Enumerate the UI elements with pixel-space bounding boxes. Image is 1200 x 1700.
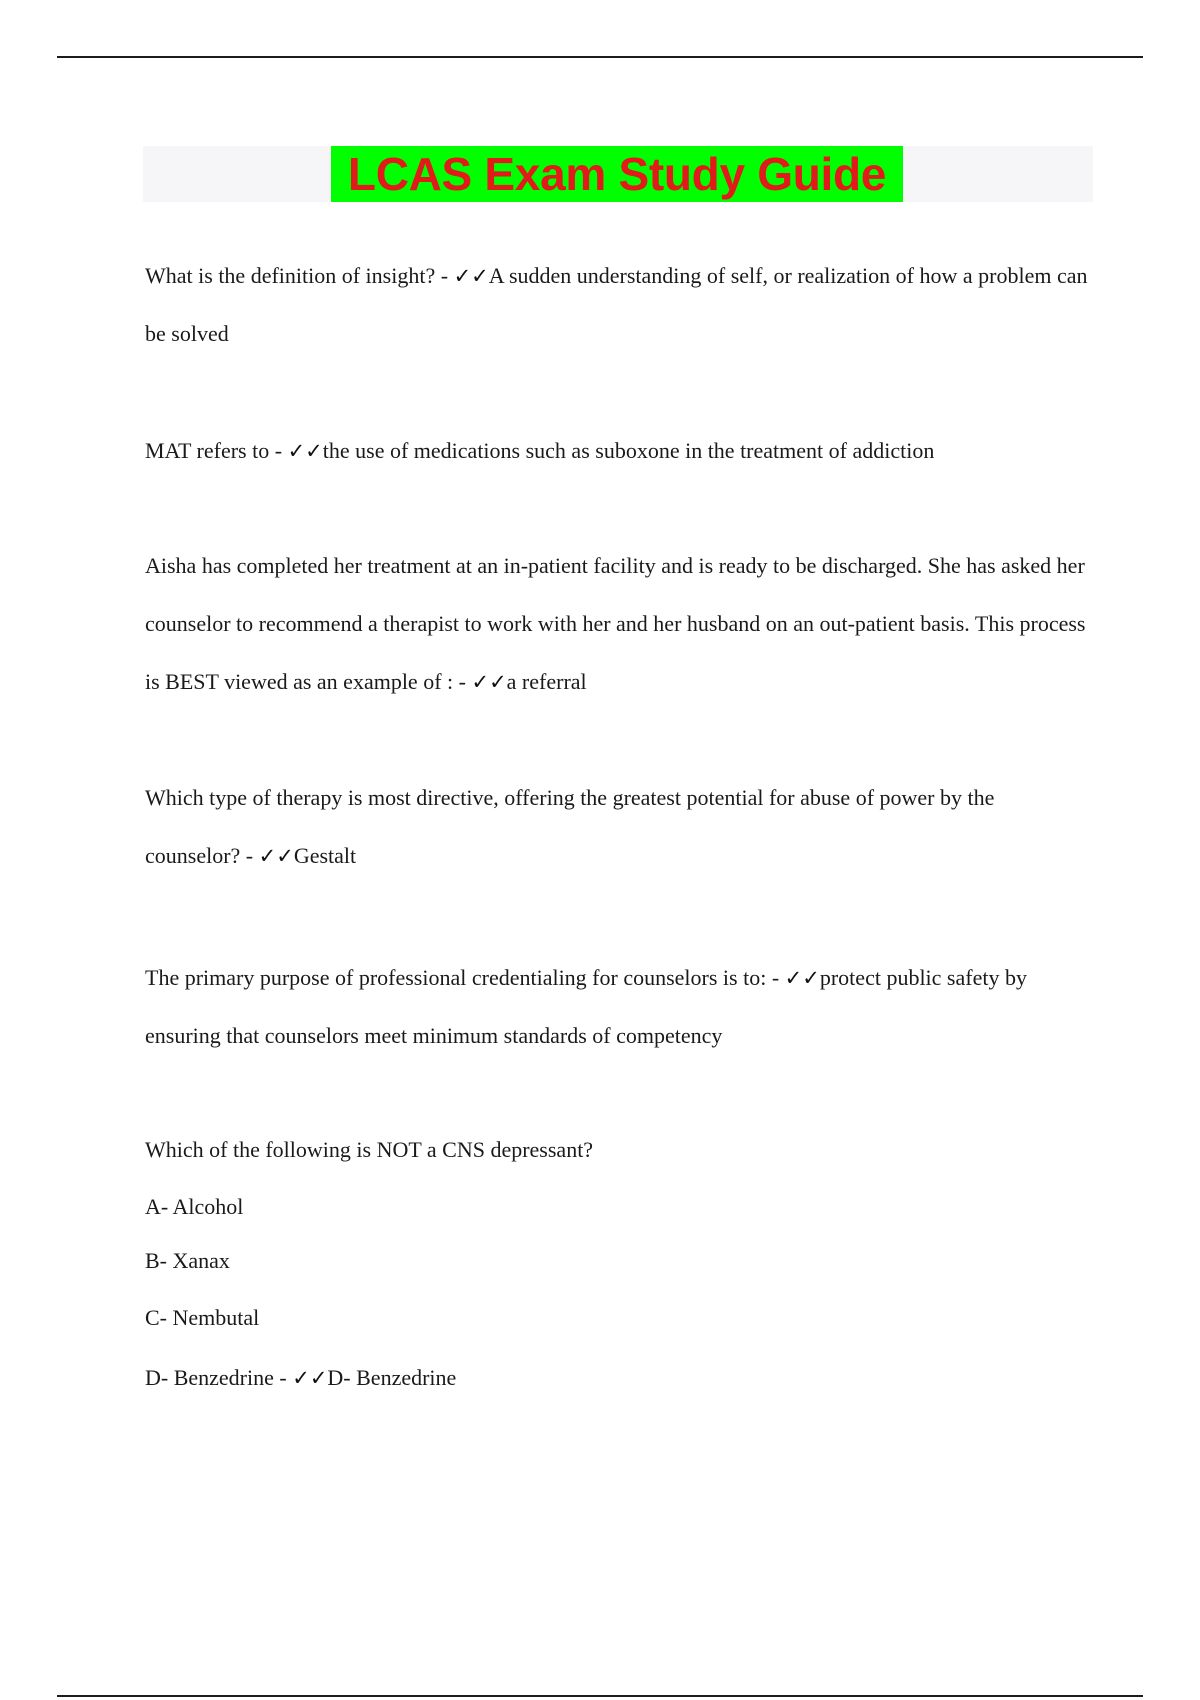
checkmark-icon: ✓✓: [258, 844, 294, 868]
answer-text: a referral: [506, 669, 587, 694]
answer-text: A sudden understanding of self, or realization of how a problem can be solved: [145, 263, 1088, 346]
mcq-option: D- Benzedrine -: [145, 1365, 293, 1390]
checkmark-icon: ✓✓: [287, 439, 323, 463]
mcq-option: A- Alcohol: [145, 1194, 244, 1219]
mcq-question: Which of the following is NOT a CNS depressant?: [145, 1137, 594, 1162]
qa-item: [145, 949, 1090, 1065]
answer-text: Gestalt: [293, 843, 357, 868]
answer-text: the use of medications such as suboxone in the treatment of addiction: [322, 438, 935, 463]
question-text: Aisha has completed her treatment at an in-patient facility and is ready to be discharged. She has asked her counselor to recommend a therapist to work with her and her husband on an out-patient basis. This process is BEST viewed as an example of : -: [145, 553, 1086, 694]
mcq-option: B- Xanax: [145, 1248, 230, 1273]
checkmark-icon: ✓✓: [784, 966, 820, 990]
checkmark-icon: ✓✓: [471, 670, 507, 694]
page-title: LCAS Exam Study Guide: [347, 148, 887, 200]
top-rule: [57, 56, 1143, 58]
mcq-option: C- Nembutal: [145, 1305, 260, 1330]
checkmark-icon: ✓✓: [292, 1366, 328, 1390]
bottom-rule: [57, 1695, 1143, 1697]
checkmark-icon: ✓✓: [453, 264, 489, 288]
answer-text: protect public safety by ensuring that counselors meet minimum standards of competency: [145, 965, 1027, 1048]
qa-item: [145, 247, 1090, 363]
qa-item: [145, 769, 1090, 885]
title-highlight: [331, 146, 903, 202]
question-text: MAT refers to -: [145, 438, 288, 463]
answer-text: D- Benzedrine: [327, 1365, 457, 1390]
question-text: What is the definition of insight? -: [145, 263, 454, 288]
mcq-option-answer: [145, 1365, 456, 1391]
qa-item: [145, 422, 1090, 480]
qa-item: [145, 537, 1090, 711]
question-text: The primary purpose of professional credentialing for counselors is to: -: [145, 965, 785, 990]
question-text: Which type of therapy is most directive, offering the greatest potential for abuse of power by the counselor? -: [145, 785, 995, 868]
